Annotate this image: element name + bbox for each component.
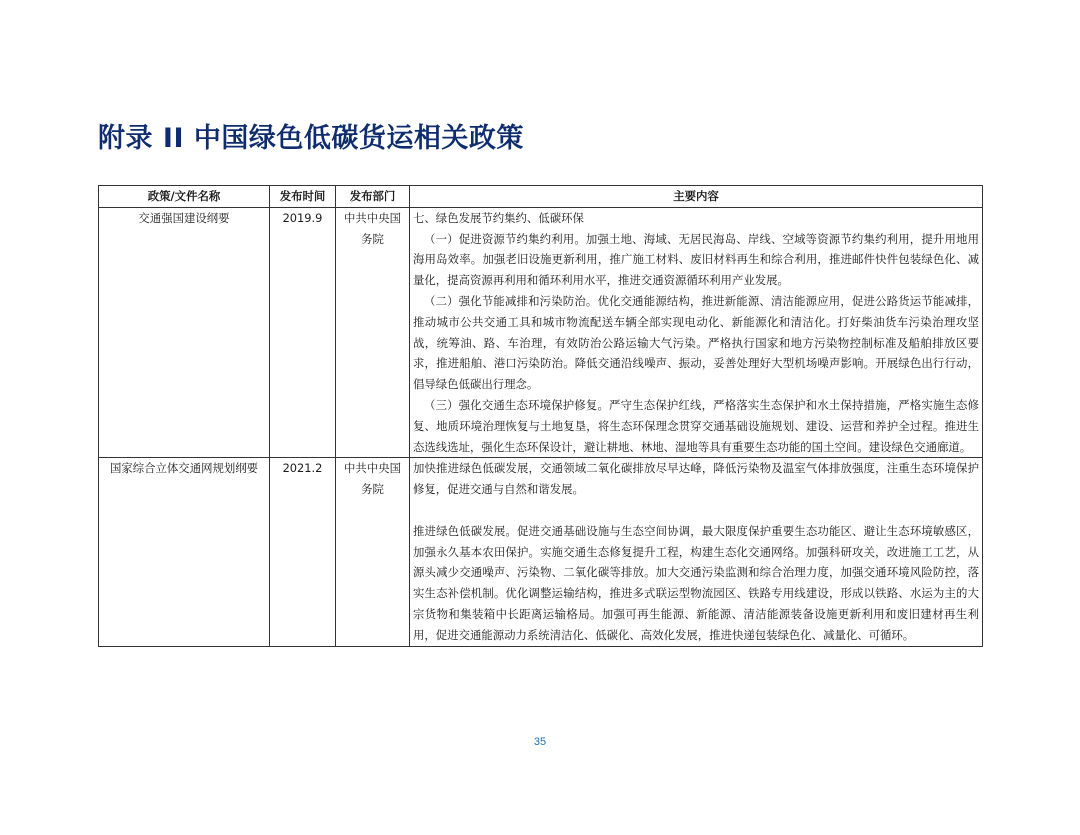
table-row [99, 458, 983, 646]
release-time-cell: 2019.9 [270, 207, 336, 458]
content-paragraph: （二）强化节能减排和污染防治。优化交通能源结构，推进新能源、清洁能源应用，促进公路货运节能减排，推动城市公共交通工具和城市物流配送车辆全部实现电动化、新能源化和清洁化。打好柴油货车污染治理攻坚战，统筹油、路、车治理，有效防治公路运输大气污染。严格执行国家和地方污染物控制标准及船舶排放区要求，推进船舶、港口污染防治。降低交通沿线噪声、振动，妥善处理好大型机场噪声影响。开展绿色出行行动，倡导绿色低碳出行理念。 [413, 293, 979, 392]
header-release-time: 发布时间 [270, 186, 336, 208]
policy-name-cell: 交通强国建设纲要 [99, 207, 270, 458]
header-release-dept: 发布部门 [336, 186, 410, 208]
page-title: 附录 II 中国绿色低碳货运相关政策 [98, 123, 524, 154]
table-row [99, 207, 983, 458]
release-dept-cell: 中共中央国务院 [336, 207, 410, 458]
content-paragraph: 加快推进绿色低碳发展，交通领域二氧化碳排放尽早达峰，降低污染物及温室气体排放强度，注重生态环境保护修复，促进交通与自然和谐发展。 [413, 461, 979, 497]
header-policy-name: 政策/文件名称 [99, 186, 270, 208]
paragraph-spacer [413, 500, 979, 521]
header-main-content: 主要内容 [410, 186, 983, 208]
policy-table [98, 185, 983, 647]
content-paragraph: （三）强化交通生态环境保护修复。严守生态保护红线，严格落实生态保护和水土保持措施，严格实施生态修复、地质环境治理恢复与土地复垦，将生态环保理念贯穿交通基础设施规划、建设、运营和养护全过程。推进生态选线选址，强化生态环保设计，避让耕地、林地、湿地等具有重要生态功能的国土空间。建设绿色交通廊道。 [413, 397, 979, 454]
main-content-cell [410, 207, 983, 458]
content-paragraph: （一）促进资源节约集约利用。加强土地、海域、无居民海岛、岸线、空域等资源节约集约利用，提升用地用海用岛效率。加强老旧设施更新利用，推广施工材料、废旧材料再生和综合利用，推进邮件快件包装绿色化、减量化，提高资源再利用和循环利用水平，推进交通资源循环利用产业发展。 [413, 231, 979, 288]
main-content-cell [410, 458, 983, 646]
release-dept-cell: 中共中央国务院 [336, 458, 410, 646]
content-paragraph: 推进绿色低碳发展。促进交通基础设施与生态空间协调，最大限度保护重要生态功能区、避让生态环境敏感区，加强永久基本农田保护。实施交通生态修复提升工程，构建生态化交通网络。加强科研攻关，改进施工工艺，从源头减少交通噪声、污染物、二氧化碳等排放。加大交通污染监测和综合治理力度，加强交通环境风险防控，落实生态补偿机制。优化调整运输结构，推进多式联运型物流园区、铁路专用线建设，形成以铁路、水运为主的大宗货物和集装箱中长距离运输格局。加强可再生能源、新能源、清洁能源装备设施更新利用和废旧建材再生利用，促进交通能源动力系统清洁化、低碳化、高效化发展，推进快递包装绿色化、减量化、可循环。 [413, 523, 979, 642]
release-time-cell: 2021.2 [270, 458, 336, 646]
page-number: 35 [533, 736, 547, 748]
content-paragraph: 七、绿色发展节约集约、低碳环保 [413, 210, 584, 225]
table-header-row [99, 186, 983, 208]
policy-name-cell: 国家综合立体交通网规划纲要 [99, 458, 270, 646]
